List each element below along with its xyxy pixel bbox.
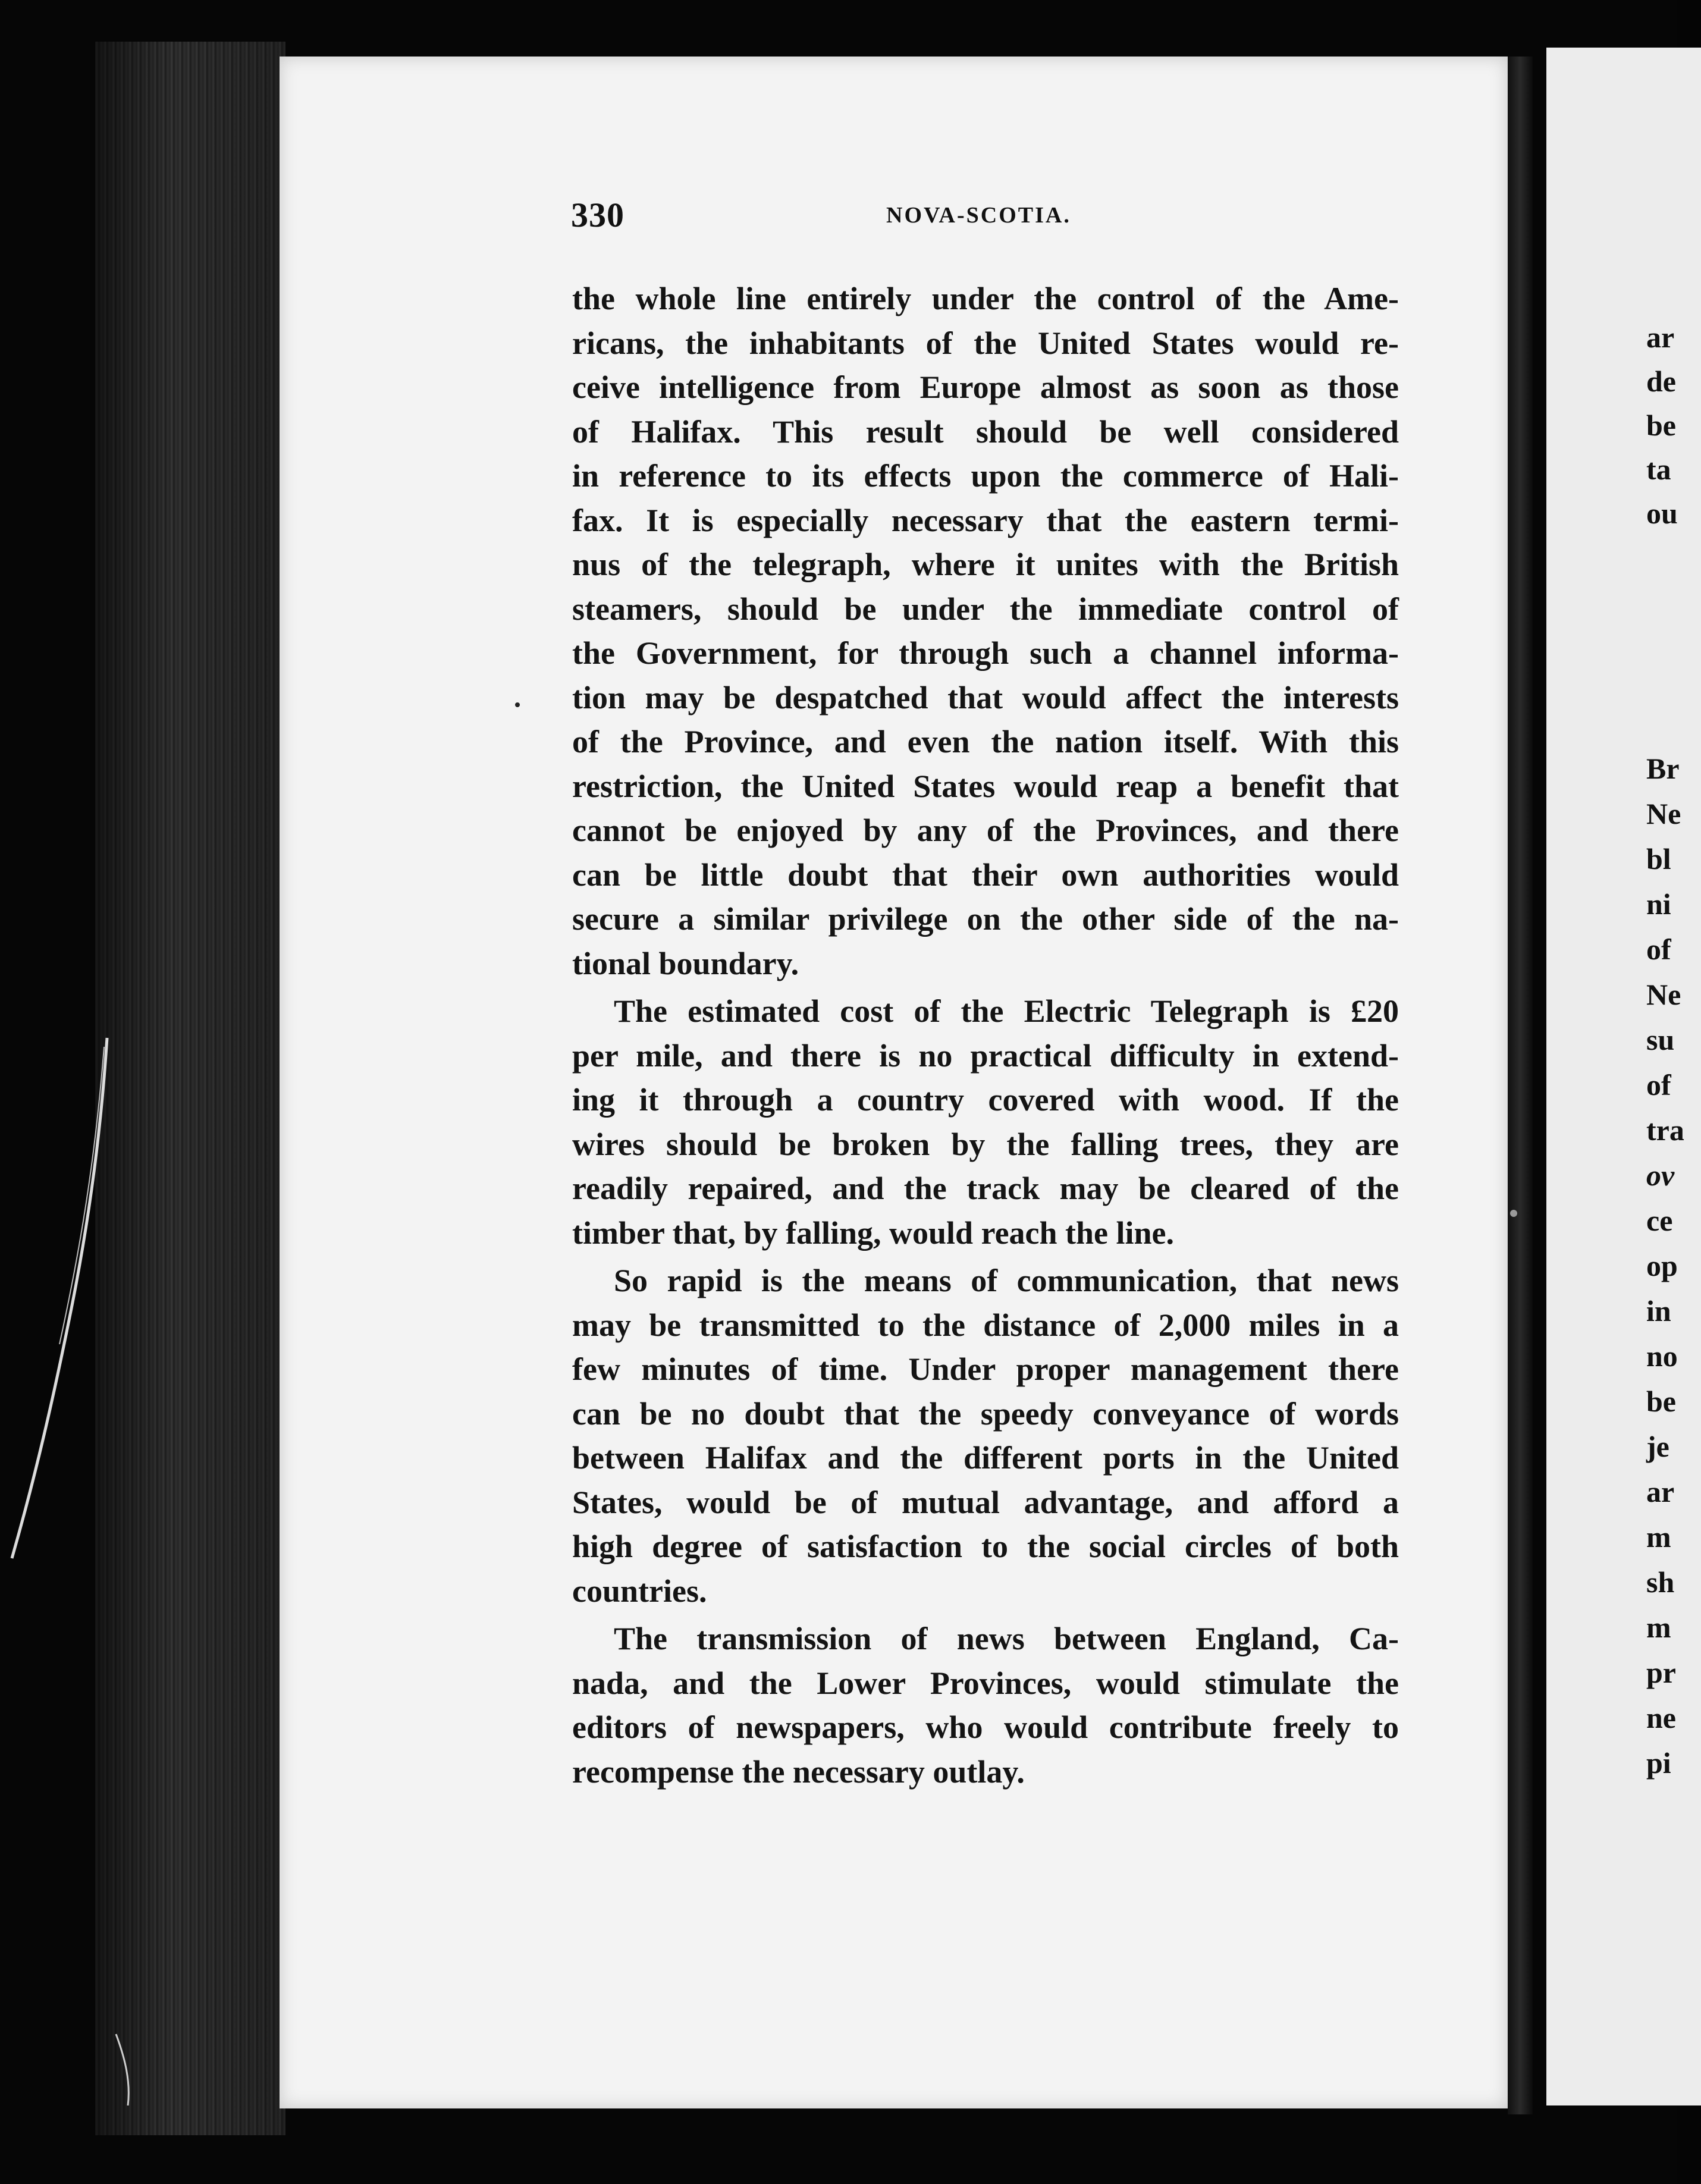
paragraph (572, 277, 1399, 986)
text-line: timber that, by falling, would reach the line. (572, 1215, 1175, 1251)
text-line: tional boundary. (572, 945, 799, 981)
text-line: The transmission of news between England, Ca- (614, 1621, 1399, 1656)
running-head: NOVA-SCOTIA. (886, 203, 1071, 228)
facing-page-fragment: ni (1646, 887, 1671, 921)
text-line: can be no doubt that the speedy conveyance of words (572, 1395, 1399, 1432)
text-line: ricans, the inhabitants of the United States would re- (572, 325, 1399, 361)
text-line: States, would be of mutual advantage, and afford a (572, 1484, 1399, 1520)
text-line: So rapid is the means of communication, that news (614, 1263, 1399, 1298)
facing-page-fragment: tra (1646, 1113, 1684, 1147)
facing-page-fragment: op (1646, 1249, 1678, 1282)
text-line: fax. It is especially necessary that the eastern termi- (572, 502, 1399, 538)
book-gutter (1508, 57, 1533, 2114)
page-stack-shadow (95, 42, 285, 2135)
facing-page-fragment: m (1646, 1520, 1671, 1554)
facing-page-fragment: ne (1646, 1701, 1676, 1734)
facing-page-fragment: pi (1646, 1746, 1671, 1780)
text-line: the Government, for through such a channel informa- (572, 635, 1399, 671)
text-line: of the Province, and even the nation itself. With this (572, 724, 1399, 760)
paragraph (572, 989, 1399, 1255)
facing-page-fragment: ov (1646, 1159, 1675, 1192)
text-line: of Halifax. This result should be well considered (572, 413, 1399, 450)
text-line: can be little doubt that their own authorities would (572, 856, 1399, 893)
text-line: restriction, the United States would reap a benefit that (572, 768, 1399, 804)
text-line: in reference to its effects upon the commerce of Hali- (572, 458, 1399, 494)
facing-page-fragment: ar (1646, 1475, 1675, 1508)
text-line: ing it through a country covered with wood. If the (572, 1082, 1399, 1118)
facing-page-fragment: of (1646, 933, 1671, 966)
facing-page-fragment: in (1646, 1294, 1671, 1328)
text-line: nus of the telegraph, where it unites with the British (572, 547, 1399, 582)
facing-page-fragment: Ne (1646, 797, 1681, 830)
text-line: secure a similar privilege on the other side of the na- (572, 901, 1399, 937)
page-number: 330 (571, 196, 624, 234)
facing-page-fragment: de (1646, 365, 1676, 398)
scratch-mark (12, 1038, 107, 1558)
facing-page-fragment: sh (1646, 1565, 1675, 1599)
facing-page-text (1646, 0, 1682, 2184)
text-line: recompense the necessary outlay. (572, 1753, 1025, 1790)
facing-page-fragment: Ne (1646, 978, 1681, 1011)
facing-page-fragment: ou (1646, 497, 1678, 530)
facing-page-fragment: su (1646, 1023, 1675, 1056)
text-line: cannot be enjoyed by any of the Provinces, and there (572, 812, 1399, 848)
facing-page-fragment: m (1646, 1611, 1671, 1644)
facing-page-fragment: Br (1646, 752, 1680, 785)
facing-page-fragment: ar (1646, 321, 1675, 354)
text-line: may be transmitted to the distance of 2,000 miles in a (572, 1307, 1399, 1343)
facing-page-fragment: bl (1646, 842, 1671, 876)
facing-page-fragment: be (1646, 1385, 1676, 1418)
facing-page-fragment: be (1646, 409, 1676, 442)
facing-page-fragment: no (1646, 1339, 1678, 1373)
text-line: readily repaired, and the track may be cleared of the (572, 1171, 1399, 1206)
paragraph (572, 1617, 1399, 1794)
text-line: few minutes of time. Under proper management there (572, 1351, 1399, 1387)
text-line: nada, and the Lower Provinces, would stimulate the (572, 1665, 1399, 1701)
text-line: between Halifax and the different ports in the United (572, 1440, 1399, 1476)
text-line: countries. (572, 1573, 707, 1609)
paragraph (572, 1259, 1399, 1613)
text-line: high degree of satisfaction to the social circles of both (572, 1529, 1399, 1564)
text-line: per mile, and there is no practical difficulty in extend- (572, 1037, 1399, 1074)
page-header (571, 195, 1404, 243)
facing-page-fragment: je (1646, 1430, 1669, 1463)
text-line: tion may be despatched that would affect the interests (572, 679, 1399, 716)
text-line: The estimated cost of the Electric Telegraph is £20 (614, 993, 1399, 1029)
text-line: wires should be broken by the falling trees, they are (572, 1126, 1399, 1162)
facing-page-fragment: pr (1646, 1656, 1676, 1689)
text-line: ceive intelligence from Europe almost as soon as those (572, 369, 1399, 405)
text-line: the whole line entirely under the control of the Ame- (572, 281, 1399, 316)
facing-page-fragment: of (1646, 1068, 1671, 1102)
text-line: steamers, should be under the immediate control of (572, 591, 1399, 627)
facing-page-fragment: ta (1646, 453, 1671, 486)
facing-page-fragment: ce (1646, 1204, 1673, 1237)
text-line: editors of newspapers, who would contribute freely to (572, 1709, 1399, 1745)
body-text (572, 277, 1399, 1794)
